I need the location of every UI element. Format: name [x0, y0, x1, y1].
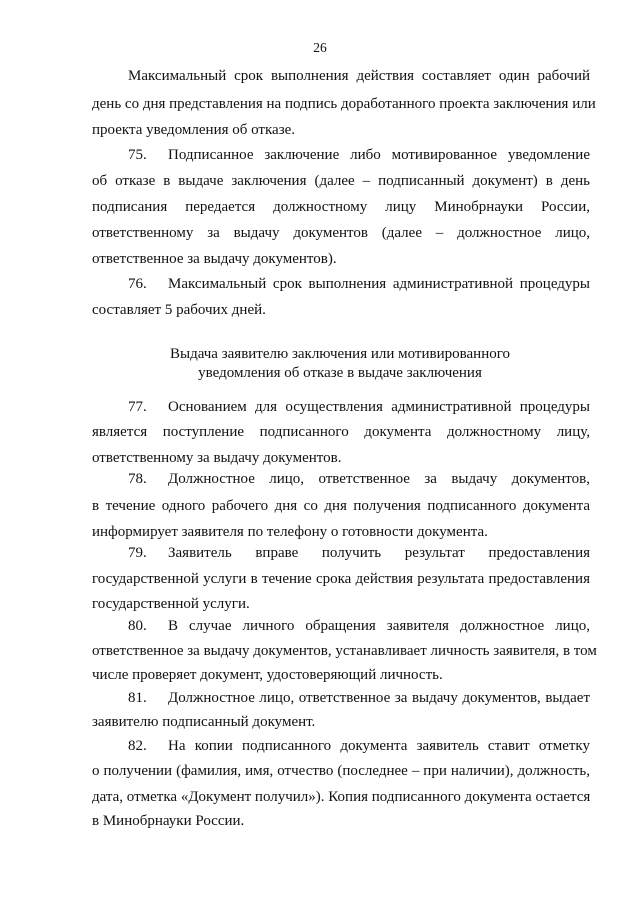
text-line: заявителю подписанный документ.	[92, 714, 316, 730]
text-line: проекта уведомления об отказе.	[92, 122, 296, 138]
text-line: государственной услуги.	[92, 596, 250, 612]
item-text: Подписанное заключение либо мотивированное уведомление	[168, 147, 590, 163]
item-text: На копии подписанного документа заявитель ставит отметку	[168, 738, 590, 754]
text-line: подписания передается должностному лицу Минобрнауки России,	[92, 199, 590, 215]
text-line: в течение одного рабочего дня со дня получения подписанного документа	[92, 498, 590, 514]
item-number: 77.	[128, 399, 147, 415]
text-line: является поступление подписанного документа должностному лицу,	[92, 424, 590, 440]
item-number: 82.	[128, 738, 147, 754]
numbered-item-82	[128, 737, 590, 755]
item-number: 80.	[128, 618, 147, 634]
text-line: ответственному за выдачу документов (далее – должностное лицо,	[92, 225, 590, 241]
item-text: Максимальный срок выполнения административной процедуры	[168, 276, 590, 292]
item-number: 76.	[128, 276, 147, 292]
text-line: составляет 5 рабочих дней.	[92, 302, 266, 318]
text-line: в Минобрнауки России.	[92, 813, 245, 829]
text-line: Максимальный срок выполнения действия составляет один рабочий	[128, 68, 590, 84]
item-text: В случае личного обращения заявителя должностное лицо,	[168, 618, 590, 634]
numbered-item-78	[128, 470, 590, 488]
item-number: 75.	[128, 147, 147, 163]
numbered-item-77	[128, 398, 590, 416]
text-line: ответственному за выдачу документов.	[92, 450, 342, 466]
text-line: об отказе в выдаче заключения (далее – подписанный документ) в день	[92, 173, 590, 189]
text-line: числе проверяет документ, удостоверяющий личность.	[92, 667, 443, 683]
section-heading-line: Выдача заявителю заключения или мотивированного	[169, 346, 511, 362]
text-line: дата, отметка «Документ получил»). Копия подписанного документа остается	[92, 789, 591, 805]
item-text: Основанием для осуществления административной процедуры	[168, 399, 590, 415]
text-line: ответственное за выдачу документов).	[92, 251, 337, 267]
numbered-item-80	[128, 617, 590, 635]
item-text: Должностное лицо, ответственное за выдачу документов,	[168, 471, 590, 487]
numbered-item-79	[128, 544, 590, 562]
text-line: о получении (фамилия, имя, отчество (последнее – при наличии), должность,	[92, 763, 590, 779]
item-text: Должностное лицо, ответственное за выдачу документов, выдает	[168, 690, 590, 706]
item-number: 79.	[128, 545, 147, 561]
page-number: 26	[313, 40, 327, 55]
item-number: 81.	[128, 690, 147, 706]
numbered-item-81	[128, 689, 590, 707]
text-line: информирует заявителя по телефону о готовности документа.	[92, 524, 488, 540]
section-heading-line: уведомления об отказе в выдаче заключения	[198, 365, 482, 381]
numbered-item-75	[128, 146, 590, 164]
text-line: день со дня представления на подпись доработанного проекта заключения или	[92, 96, 596, 112]
text-line: государственной услуги в течение срока действия результата предоставления	[92, 571, 590, 587]
numbered-item-76	[128, 275, 590, 293]
text-line: ответственное за выдачу документов, устанавливает личность заявителя, в том	[92, 643, 597, 659]
item-number: 78.	[128, 471, 147, 487]
item-text: Заявитель вправе получить результат предоставления	[168, 545, 590, 561]
